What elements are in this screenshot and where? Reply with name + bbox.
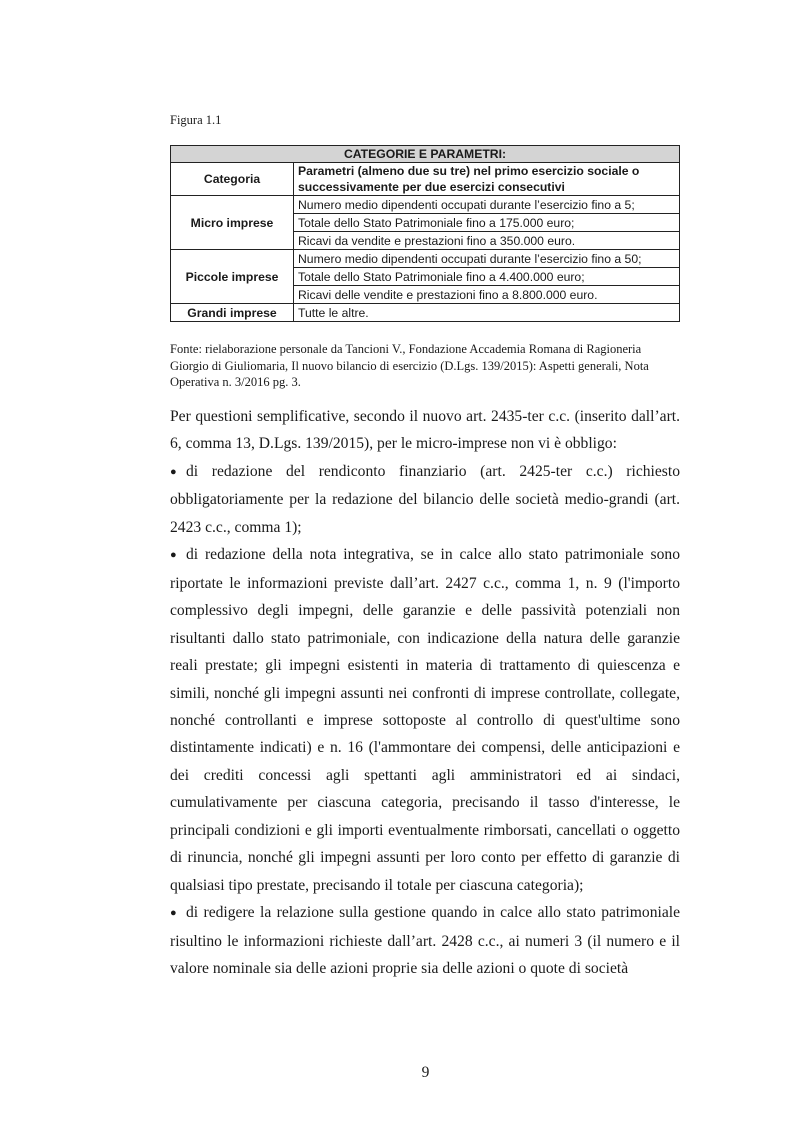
param-cell: Totale dello Stato Patrimoniale fino a 175.000 euro;	[294, 214, 680, 232]
list-item	[170, 541, 680, 899]
column-header-parameters: Parametri (almeno due su tre) nel primo esercizio sociale o successivamente per due esercizi consecutivi	[294, 163, 680, 196]
bullet-icon: ●	[170, 465, 177, 478]
category-micro: Micro imprese	[171, 196, 294, 250]
param-cell: Numero medio dipendenti occupati durante l’esercizio fino a 5;	[294, 196, 680, 214]
source-note: Fonte: rielaborazione personale da Tancioni V., Fondazione Accademia Romana di Ragioneria Giorgio di Giuliomaria, Il nuovo bilancio di esercizio (D.Lgs. 139/2015): Aspetti generali, Nota Operativa n. 3/2016 pg. 3.	[170, 342, 649, 389]
list-item-text: di redazione del rendiconto finanziario (art. 2425-ter c.c.) richiesto obbligatoriamente per la redazione del bilancio delle società medio-grandi (art. 2423 c.c., comma 1);	[170, 462, 680, 536]
list-item-text: di redigere la relazione sulla gestione quando in calce allo stato patrimoniale risultino le informazioni richieste dall’art. 2428 c.c., ai numeri 3 (il numero e il valore nominale sia delle azioni proprie sia delle azioni o quote di società	[170, 904, 680, 978]
param-cell: Ricavi delle vendite e prestazioni fino a 8.800.000 euro.	[294, 286, 680, 304]
category-piccole: Piccole imprese	[171, 250, 294, 304]
param-cell: Tutte le altre.	[294, 304, 680, 322]
column-header-category: Categoria	[171, 163, 294, 196]
page-number: 9	[421, 1064, 430, 1081]
intro-paragraph: Per questioni semplificative, secondo il nuovo art. 2435-ter c.c. (inserito dall’art. 6, comma 13, D.Lgs. 139/2015), per le micro-imprese non vi è obbligo:	[170, 408, 680, 453]
category-grandi: Grandi imprese	[171, 304, 294, 322]
list-item-text: di redazione della nota integrativa, se in calce allo stato patrimoniale sono riportate le informazioni previste dall’art. 2427 c.c., comma 1, n. 9 (l'importo complessivo degli impegni, delle garanzie e delle passività potenziali non risultanti dallo stato patrimoniale, con indicazione della natura delle garanzie reali prestate; gli impegni esistenti in materia di trattamento di quiescenza e simili, nonché gli impegni assunti nei confronti di imprese controllate, collegate, nonché controllanti e imprese sottoposte al controllo di quest'ultime sono distintamente indicati) e n. 16 (l'ammontare dei compensi, delle anticipazioni e dei crediti concessi agli spettanti agli amministratori ed ai sindaci, cumulativamente per ciascuna categoria, precisando il tasso d'interesse, le principali condizioni e gli importi eventualmente rimborsati, cancellati o oggetto di rinuncia, nonché gli impegni assunti per loro conto per effetto di garanzie di qualsiasi tipo prestate, precisando il totale per ciascuna categoria);	[170, 546, 680, 894]
list-item	[170, 899, 680, 982]
param-cell: Totale dello Stato Patrimoniale fino a 4.400.000 euro;	[294, 268, 680, 286]
bullet-icon: ●	[170, 907, 177, 920]
list-item	[170, 458, 680, 541]
body-text	[170, 403, 680, 983]
figure-label: Figura 1.1	[170, 113, 222, 127]
bullet-icon: ●	[170, 549, 177, 562]
table-header: CATEGORIE E PARAMETRI:	[171, 146, 680, 163]
param-cell: Numero medio dipendenti occupati durante l’esercizio fino a 50;	[294, 250, 680, 268]
categories-table	[170, 145, 680, 322]
param-cell: Ricavi da vendite e prestazioni fino a 350.000 euro.	[294, 232, 680, 250]
